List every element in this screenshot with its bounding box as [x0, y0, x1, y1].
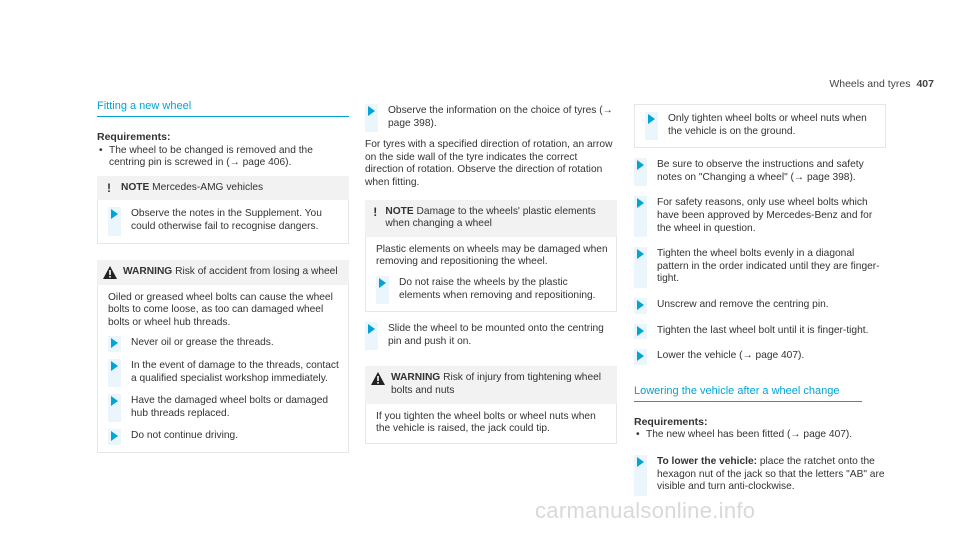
step-arrow-icon — [111, 209, 118, 219]
note-title: Mercedes-AMG vehicles — [152, 181, 264, 193]
requirements-label: Requirements: — [97, 131, 171, 143]
bullet-dot-icon: • — [636, 429, 640, 441]
warning-body — [97, 285, 349, 453]
instruction-step: Tighten the wheel bolts evenly in a diagonal pattern in the order indicated until they are finger-tight. — [634, 247, 886, 288]
step-arrow-icon — [111, 396, 118, 406]
note-label: NOTE — [385, 205, 414, 217]
instruction-step: Observe the information on the choice of tyres (→ page 398). — [365, 104, 617, 132]
warning-box — [97, 260, 349, 285]
step-arrow-icon — [368, 106, 375, 116]
instruction-step: Tighten the last wheel bolt until it is finger-tight. — [634, 324, 886, 340]
step-arrow-icon — [111, 338, 118, 348]
warning-text: If you tighten the wheel bolts or wheel nuts when the vehicle is raised, the jack could tip. — [376, 410, 596, 435]
warning-triangle-icon — [103, 266, 117, 279]
note-body — [97, 200, 349, 243]
requirement-item: • The wheel to be changed is removed and the centring pin is screwed in (→ page 406). — [99, 144, 313, 169]
requirement-item: • The new wheel has been fitted (→ page 407). — [636, 429, 853, 441]
instruction-step: For safety reasons, only use wheel bolts which have been approved by Mercedes-Benz and for the wheel in question. — [634, 196, 886, 237]
column-1 — [97, 100, 349, 453]
bullet-dot-icon: • — [99, 144, 103, 156]
watermark: carmanualsonline.info — [535, 498, 756, 523]
warning-continuation — [634, 104, 886, 148]
instruction-step: Unscrew and remove the centring pin. — [634, 298, 886, 314]
step-arrow-icon — [368, 324, 375, 334]
warning-triangle-icon — [371, 372, 385, 385]
step-arrow-icon — [637, 351, 644, 361]
section-title: Wheels and tyres — [829, 78, 911, 90]
section-heading-lowering: Lowering the vehicle after a wheel change — [634, 385, 862, 402]
warning-label: WARNING — [391, 372, 441, 384]
step-arrow-icon — [637, 249, 644, 259]
column-2 — [365, 104, 617, 444]
step-arrow-icon — [637, 160, 644, 170]
exclamation-icon: ! — [107, 180, 111, 195]
warning-box — [365, 366, 617, 403]
note-title: Damage to the wheels' plastic elements when changing a wheel — [385, 205, 596, 230]
requirements-label: Requirements: — [634, 415, 708, 428]
warning-text: Oiled or greased wheel bolts can cause the wheel bolts to come loose, as too can damaged wheel bolts or wheel hub threads. — [108, 291, 333, 328]
page-header — [829, 78, 934, 91]
warning-body — [365, 404, 617, 444]
page-number: 407 — [916, 78, 934, 90]
step-arrow-icon — [648, 114, 655, 124]
paragraph-rotation: For tyres with a specified direction of rotation, an arrow on the side wall of the tyre indicates the correct direction of rotation. Observe the direction of rotation when fitting. — [365, 139, 613, 188]
step-label: To lower the vehicle: — [657, 455, 758, 467]
step-arrow-icon — [637, 300, 644, 310]
step-arrow-icon — [379, 278, 386, 288]
instruction-step: Lower the vehicle (→ page 407). — [634, 349, 886, 365]
warning-title: Risk of accident from losing a wheel — [175, 265, 338, 277]
column-3 — [634, 104, 886, 496]
warning-step: In the event of damage to the threads, contact a qualified specialist workshop immediately. — [108, 359, 340, 387]
warning-step: Never oil or grease the threads. — [108, 336, 340, 352]
step-arrow-icon — [111, 361, 118, 371]
warning-title: Risk of injury from tightening wheel bolts and nuts — [391, 372, 602, 396]
note-step: Do not raise the wheels by the plastic elements when removing and repositioning. — [376, 276, 608, 304]
warning-step: Do not continue driving. — [108, 429, 340, 445]
step-arrow-icon — [637, 457, 644, 467]
note-step: Observe the notes in the Supplement. You could otherwise fail to recognise dangers. — [108, 207, 340, 235]
warning-label: WARNING — [123, 265, 173, 277]
step-arrow-icon — [637, 326, 644, 336]
note-text: Plastic elements on wheels may be damaged when removing and repositioning the wheel. — [376, 243, 608, 268]
section-heading-fitting: Fitting a new wheel — [97, 100, 349, 117]
note-body — [365, 237, 617, 312]
instruction-step: To lower the vehicle: place the ratchet onto the hexagon nut of the jack so that the letters "AB" are visible and turn anti-clockwise. — [634, 455, 886, 496]
exclamation-icon: ! — [373, 204, 378, 219]
note-box — [97, 176, 349, 201]
instruction-step: Slide the wheel to be mounted onto the centring pin and push it on. — [365, 322, 617, 350]
note-box — [365, 200, 617, 237]
warning-step: Only tighten wheel bolts or wheel nuts when the vehicle is on the ground. — [645, 112, 877, 140]
step-arrow-icon — [111, 431, 118, 441]
instruction-step: Be sure to observe the instructions and safety notes on "Changing a wheel" (→ page 398). — [634, 158, 886, 186]
note-label: NOTE — [121, 181, 150, 193]
step-arrow-icon — [637, 198, 644, 208]
warning-step: Have the damaged wheel bolts or damaged hub threads replaced. — [108, 394, 340, 422]
